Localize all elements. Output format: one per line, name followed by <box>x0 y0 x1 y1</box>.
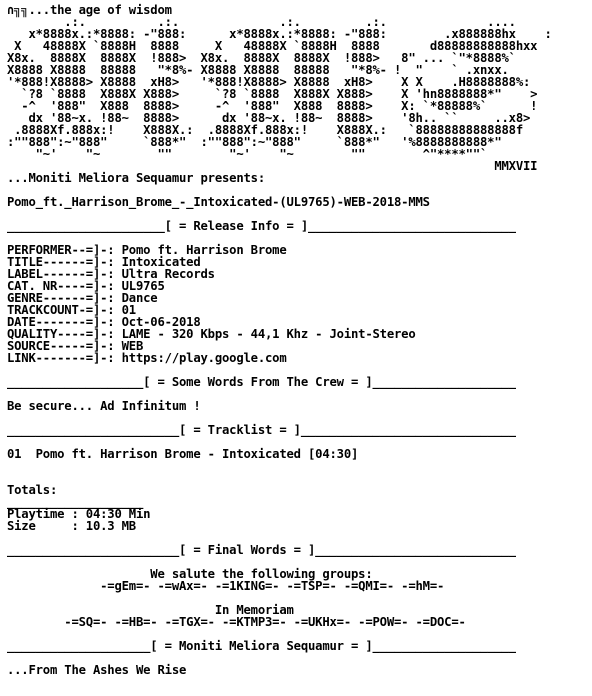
nfo-line: 01 Pomo ft. Harrison Brome - Intoxicated [04:30] <box>6 447 359 461</box>
nfo-line: GENRE------=]-: Dance <box>6 291 158 305</box>
nfo-line: MMXVII <box>6 159 538 173</box>
nfo-line <box>7 460 589 472</box>
nfo-line: ________________________[ = Tracklist = ]______________________________ <box>6 423 516 437</box>
nfo-line: .8888Xf.888x:! X888X.: .8888Xf.888x:! X888X.: `88888888888888f <box>6 123 524 137</box>
nfo-line: x*8888x.:*8888: -"888: x*8888x.:*8888: -"888: .x888888hx : <box>6 27 552 41</box>
nfo-line: ________________________[ = Final Words = ]____________________________ <box>6 543 516 557</box>
nfo-line: In Memoriam <box>6 603 294 617</box>
nfo-line: Size : 10.3 MB <box>6 519 136 533</box>
nfo-line: ...Moniti Meliora Sequamur presents: <box>6 171 265 185</box>
nfo-line: SOURCE-----=]-: WEB <box>6 339 144 353</box>
nfo-line: TITLE------=]-: Intoxicated <box>6 255 201 269</box>
nfo-line: ___________________ <box>6 495 144 509</box>
nfo-line: Totals: <box>6 483 58 497</box>
nfo-line: LINK-------=]-: https://play.google.com <box>6 351 287 365</box>
nfo-line: ∩╗╗...the age of wisdom <box>6 3 172 17</box>
nfo-line: DATE-------=]-: Oct-06-2018 <box>6 315 201 329</box>
nfo-line: "~' "~ "" "~' "~ "" ^"****""` <box>6 147 488 161</box>
nfo-line: ____________________[ = Moniti Meliora Sequamur = ]____________________ <box>6 639 516 653</box>
nfo-line: ______________________[ = Release Info = ]_____________________________ <box>6 219 516 233</box>
nfo-line: -=SQ=- -=HB=- -=TGX=- -=KTMP3=- -=UKHx=- -=POW=- -=DOC=- <box>6 615 466 629</box>
nfo-line: X8888 X8888 88888 "*8%- X8888 X8888 88888 "*8%- ! " ` .xnxx. <box>6 63 509 77</box>
nfo-line: Be secure... Ad Infinitum ! <box>6 399 201 413</box>
nfo-line: Pomo_ft._Harrison_Brome_-_Intoxicated-(UL9765)-WEB-2018-MMS <box>6 195 430 209</box>
nfo-line: `?8 `8888 X888X X888> `?8 `8888 X888X X888> X 'hn8888888*" > <box>6 87 538 101</box>
nfo-line: Playtime : 04:30 Min <box>6 507 151 521</box>
nfo-line: X8x. 8888X 8888X !888> X8x. 8888X 8888X !888> 8" ... `"*8888%` <box>6 51 516 65</box>
nfo-line: QUALITY----=]-: LAME - 320 Kbps - 44,1 Khz - Joint-Stereo <box>6 327 416 341</box>
nfo-line <box>7 472 589 484</box>
nfo-line: :""888":~"888" `888*" :""888":~"888" `888*" '%8888888888*" <box>6 135 502 149</box>
nfo-line: TRACKCOUNT-=]-: 01 <box>6 303 136 317</box>
nfo-line: -^ '888" X888 8888> -^ '888" X888 8888> X: `*88888%` ! <box>6 99 538 113</box>
nfo-line: CAT. NR----=]-: UL9765 <box>6 279 165 293</box>
nfo-line: We salute the following groups: <box>6 567 373 581</box>
nfo-line: LABEL------=]-: Ultra Records <box>6 267 215 281</box>
nfo-line: dx '88~x. !88~ 8888> dx '88~x. !88~ 8888> '8h.. `` ..x8> <box>6 111 531 125</box>
nfo-line: '*888!X8888> X8888 xH8> '*888!X8888> X8888 xH8> X X .H8888888%: <box>6 75 531 89</box>
nfo-line: X 48888X `8888H 8888 X 48888X `8888H 8888 d88888888888hxx <box>6 39 538 53</box>
nfo-line: -=gEm=- -=wAx=- -=1KING=- -=TSP=- -=QMI=- -=hM=- <box>6 579 445 593</box>
nfo-line: PERFORMER--=]-: Pomo ft. Harrison Brome <box>6 243 287 257</box>
nfo-line: ...From The Ashes We Rise <box>6 663 187 677</box>
nfo-line: ___________________[ = Some Words From The Crew = ]____________________ <box>6 375 516 389</box>
nfo-line: .:. .:. .:. .:. .... <box>6 15 545 29</box>
